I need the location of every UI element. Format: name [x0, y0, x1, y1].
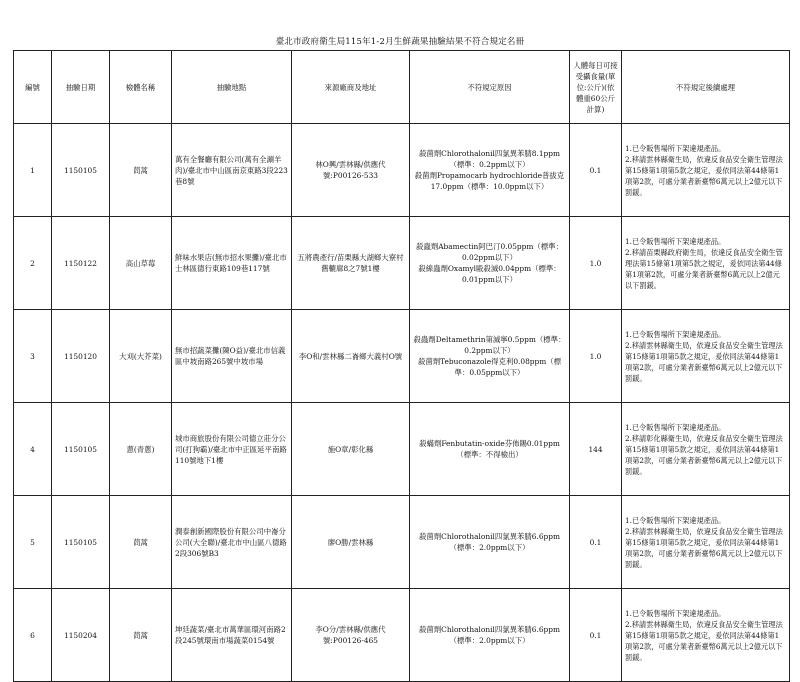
followup-line: 1.已令販售場所下架違規產品。 — [625, 236, 726, 246]
followup-line: 2.移請雲林縣衛生局，依違反食品安全衛生管理法第15條第1項第5款之規定，爰依同法第44條第1項第2款，可處分業者新臺幣6萬元以上2億元以下罰鍰。 — [625, 619, 783, 662]
reason-line: 殺線蟲劑Oxamyl毆殺滅0.04ppm（標準：0.01ppm以下） — [418, 264, 561, 284]
header-place: 抽驗地點 — [172, 51, 292, 124]
cell-item-name: 大刈(大芥菜) — [110, 310, 172, 403]
cell-source-vendor: 林O興/雲林縣/供應代號:P00126-533 — [292, 124, 410, 217]
header-date: 抽驗日期 — [52, 51, 110, 124]
cell-daily-intake: 0.1 — [570, 589, 622, 682]
cell-number: 1 — [14, 124, 52, 217]
cell-reason — [410, 217, 570, 310]
table-row — [14, 403, 790, 496]
header-no: 編號 — [14, 51, 52, 124]
cell-daily-intake: 1.0 — [570, 310, 622, 403]
cell-number: 5 — [14, 496, 52, 589]
reason-line: 殺菌劑Propamocarb hydrochloride普拔克17.0ppm（標準：10.0ppm以下） — [414, 171, 565, 191]
cell-date: 1150105 — [52, 124, 110, 217]
cell-source-vendor: 施O章/彰化縣 — [292, 403, 410, 496]
header-followup: 不符規定後續處理 — [622, 51, 790, 124]
cell-reason — [410, 124, 570, 217]
header-item: 檢體名稱 — [110, 51, 172, 124]
cell-date: 1150204 — [52, 589, 110, 682]
cell-sampling-place: 坤廷蔬菜/臺北市萬華區環河南路2段245號環南市場蔬菜0154號 — [172, 589, 292, 682]
followup-line: 2.移請雲林縣衛生局，依違反食品安全衛生管理法第15條第1項第5款之規定，爰依同法第44條第1項第2款，可處分業者新臺幣6萬元以上2億元以下罰鍰。 — [625, 340, 783, 383]
document-title: 臺北市政府衛生局115年1-2月生鮮蔬果抽驗結果不符合規定名冊 — [275, 37, 525, 47]
cell-date: 1150120 — [52, 310, 110, 403]
cell-daily-intake: 144 — [570, 403, 622, 496]
cell-item-name: 茼蒿 — [110, 496, 172, 589]
header-source: 來源廠商及地址 — [292, 51, 410, 124]
cell-daily-intake: 1.0 — [570, 217, 622, 310]
cell-sampling-place: 鮮味水果店(無市招水果攤)/臺北市士林區德行東路109巷117號 — [172, 217, 292, 310]
cell-followup — [622, 403, 790, 496]
reason-line: 殺蟲劑Abamectin阿巴汀0.05ppm（標準：0.02ppm以下） — [416, 242, 563, 262]
cell-reason — [410, 310, 570, 403]
followup-line: 1.已令販售場所下架違規產品。 — [625, 608, 726, 618]
cell-item-name: 茼蒿 — [110, 124, 172, 217]
cell-followup — [622, 217, 790, 310]
followup-line: 1.已令販售場所下架違規產品。 — [625, 422, 726, 432]
cell-followup — [622, 589, 790, 682]
cell-daily-intake: 0.1 — [570, 496, 622, 589]
cell-number: 2 — [14, 217, 52, 310]
cell-source-vendor: 李O分/雲林縣/供應代號:P00126-465 — [292, 589, 410, 682]
followup-line: 2.移請雲林縣衛生局，依違反食品安全衛生管理法第15條第1項第5款之規定，爰依同法第44條第1項第2款，可處分業者新臺幣6萬元以上2億元以下罰鍰。 — [625, 526, 783, 569]
reason-line: 殺菌劑Tebuconazole得克利0.08ppm（標準：0.05ppm以下） — [417, 357, 562, 377]
cell-item-name: 茼蒿 — [110, 589, 172, 682]
followup-line: 2.移請雲林縣衛生局，依違反食品安全衛生管理法第15條第1項第5款之規定，爰依同法第44條第1項第2款，可處分業者新臺幣6萬元以上2億元以下罰鍰。 — [625, 154, 783, 197]
header-reason: 不符規定原因 — [410, 51, 570, 124]
followup-line: 2.移請彰化縣衛生局，依違反食品安全衛生管理法第15條第1項第5款之規定，爰依同法第44條第1項第2款，可處分業者新臺幣6萬元以上2億元以下罰鍰。 — [625, 433, 783, 476]
cell-reason — [410, 403, 570, 496]
cell-followup — [622, 496, 790, 589]
cell-number: 3 — [14, 310, 52, 403]
followup-line: 1.已令販售場所下架違規產品。 — [625, 515, 726, 525]
cell-sampling-place: 潤泰創新國際股份有限公司中崙分公司(大全聯)/臺北市中山區八德路2段306號B3 — [172, 496, 292, 589]
cell-number: 4 — [14, 403, 52, 496]
reason-line: 殺菌劑Chlorothalonil四氯異苯腈6.6ppm（標準：2.0ppm以下） — [419, 532, 560, 552]
cell-date: 1150122 — [52, 217, 110, 310]
reason-line: 殺蟎劑Fenbutatin-oxide芬佈賜0.01ppm（標準：不得檢出） — [419, 439, 560, 459]
table-header-row — [14, 51, 790, 124]
followup-line: 1.已令販售場所下架違規產品。 — [625, 143, 726, 153]
cell-item-name: 蔥(青蔥) — [110, 403, 172, 496]
reason-line: 殺蟲劑Deltamethrin第滅寧0.5ppm（標準：0.2ppm以下） — [413, 335, 566, 355]
table-row — [14, 217, 790, 310]
cell-source-vendor: 五將農產行/苗栗縣大湖鄉大寮村舊轆廍8之7號1樓 — [292, 217, 410, 310]
cell-source-vendor: 廖O勝/雲林縣 — [292, 496, 410, 589]
table-row — [14, 589, 790, 682]
reason-line: 殺菌劑Chlorothalonil四氯異苯腈8.1ppm（標準：0.2ppm以下） — [419, 149, 560, 169]
cell-reason — [410, 589, 570, 682]
cell-followup — [622, 124, 790, 217]
noncompliance-table — [13, 50, 790, 682]
followup-line: 2.移請苗栗縣政府衛生局，依違反食品安全衛生管理法第15條第1項第5款之規定，爰依同法第44條第1項第2款，可處分業者新臺幣6萬元以上2億元以下罰鍰。 — [625, 247, 783, 290]
cell-source-vendor: 李O和/雲林縣二崙鄉大義村O號 — [292, 310, 410, 403]
table-row — [14, 124, 790, 217]
cell-sampling-place: 無市招蔬菜攤(陳O益)/臺北市信義區中坡南路265號中坡市場 — [172, 310, 292, 403]
cell-sampling-place: 萬有全餐廳有限公司(萬有全涮羊肉)/臺北市中山區南京東路3段223巷8號 — [172, 124, 292, 217]
reason-line: 殺菌劑Chlorothalonil四氯異苯腈6.6ppm（標準：2.0ppm以下） — [419, 625, 560, 645]
cell-item-name: 高山草莓 — [110, 217, 172, 310]
followup-line: 1.已令販售場所下架違規產品。 — [625, 329, 726, 339]
table-row — [14, 496, 790, 589]
cell-sampling-place: 城市商旅股份有限公司德立莊分公司(打狗霸)/臺北市中正區延平南路110號地下1樓 — [172, 403, 292, 496]
cell-date: 1150105 — [52, 403, 110, 496]
table-body — [14, 124, 790, 682]
cell-daily-intake: 0.1 — [570, 124, 622, 217]
cell-number: 6 — [14, 589, 52, 682]
cell-reason — [410, 496, 570, 589]
cell-date: 1150105 — [52, 496, 110, 589]
header-intake: 人體每日可接受攝食量(單位:公斤)(依體重60公斤計算) — [570, 51, 622, 124]
table-row — [14, 310, 790, 403]
cell-followup — [622, 310, 790, 403]
